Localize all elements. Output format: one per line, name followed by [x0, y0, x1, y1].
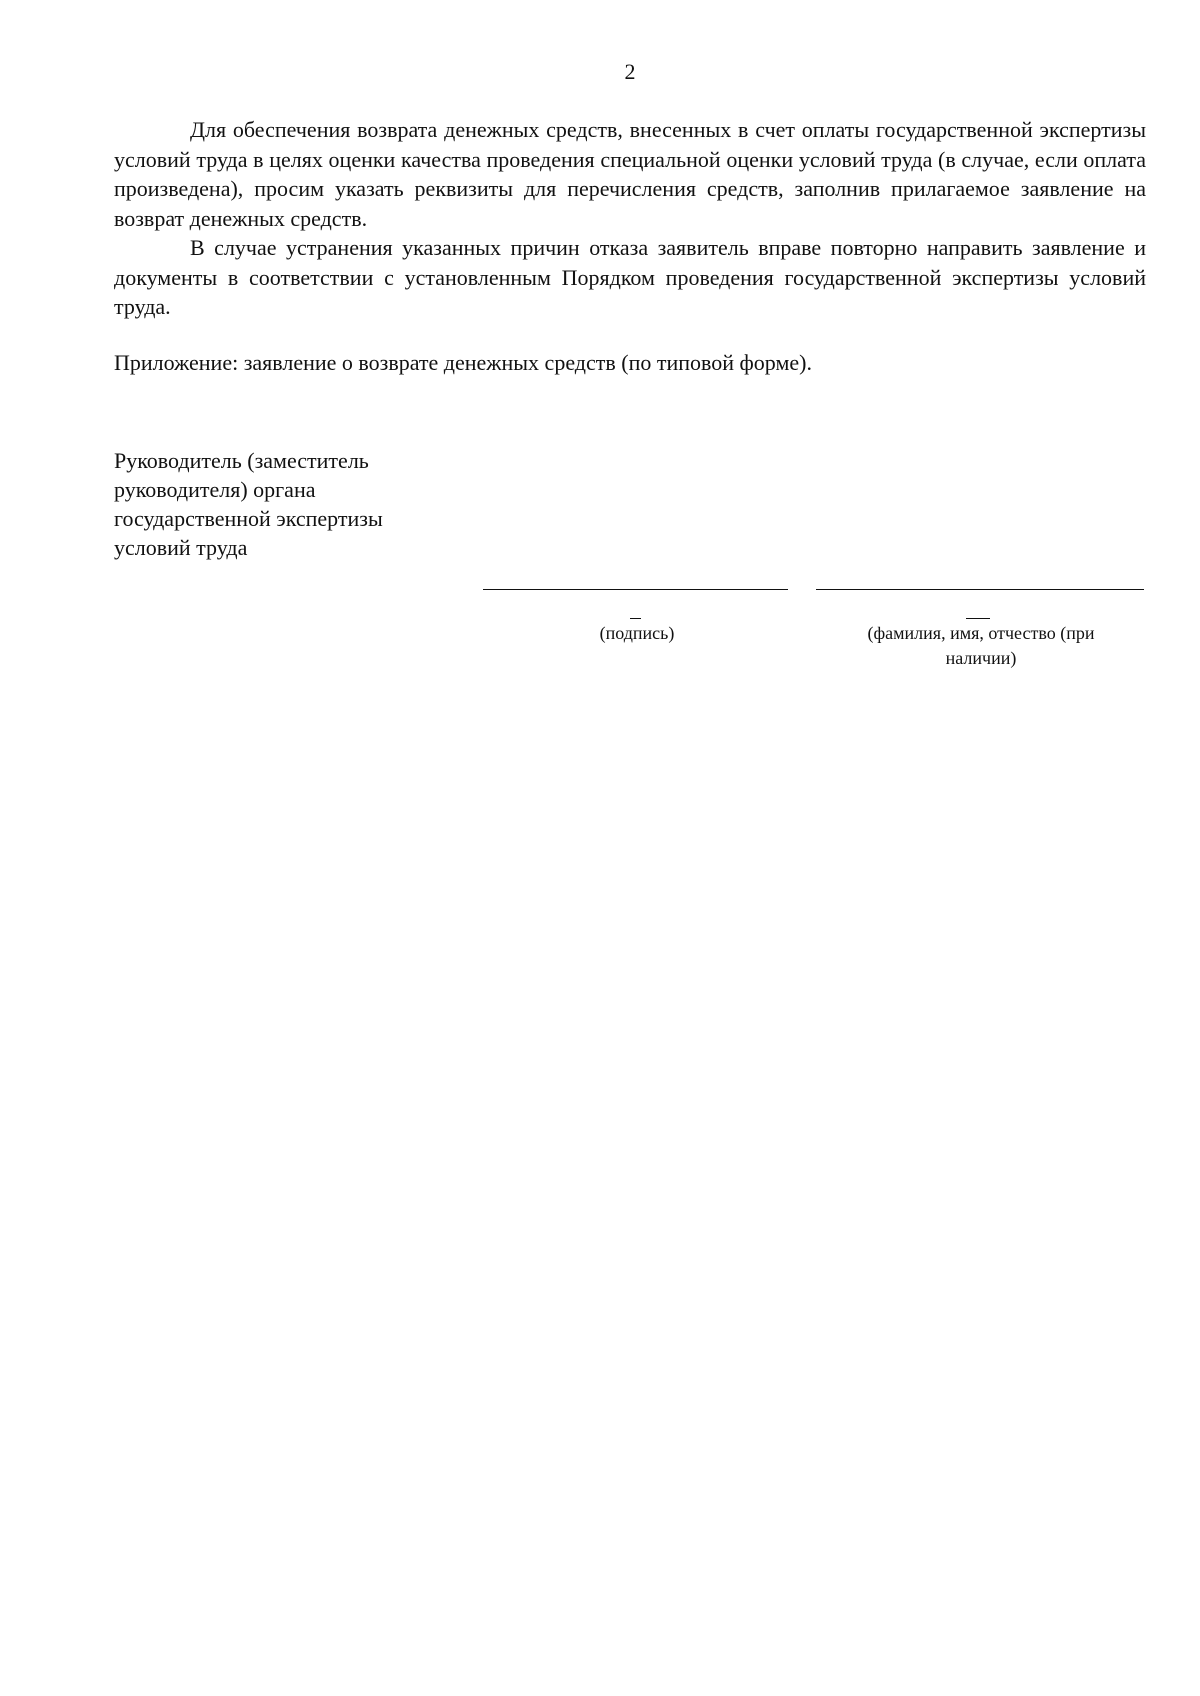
page-number: 2	[624, 59, 636, 84]
signature-dash	[630, 618, 641, 619]
signer-title-line: Руководитель (заместитель	[114, 448, 369, 473]
full-name-line	[816, 589, 1144, 590]
signer-title	[114, 446, 434, 562]
full-name-dash	[966, 618, 990, 619]
signer-title-line: государственной экспертизы	[114, 506, 383, 531]
full-name-caption: (фамилия, имя, отчество (при наличии)	[867, 623, 1095, 668]
signer-title-line: руководителя) органа	[114, 477, 316, 502]
signature-line	[483, 589, 788, 590]
resubmission-paragraph: В случае устранения указанных причин отказа заявитель вправе повторно направить заявление и документы в соответствии с установленным Порядком проведения государственной экспертизы условий труда.	[114, 235, 1146, 319]
document-body	[114, 115, 1146, 322]
refund-paragraph: Для обеспечения возврата денежных средств, внесенных в счет оплаты государственной экспертизы условий труда в целях оценки качества проведения специальной оценки условий труда (в случае, если оплата произведена), просим указать реквизиты для перечисления средств, заполнив прилагаемое заявление на возврат денежных средств.	[114, 117, 1146, 231]
signature-caption: (подпись)	[599, 623, 675, 643]
appendix-note: Приложение: заявление о возврате денежных средств (по типовой форме).	[114, 350, 812, 375]
signer-title-line: условий труда	[114, 535, 248, 560]
